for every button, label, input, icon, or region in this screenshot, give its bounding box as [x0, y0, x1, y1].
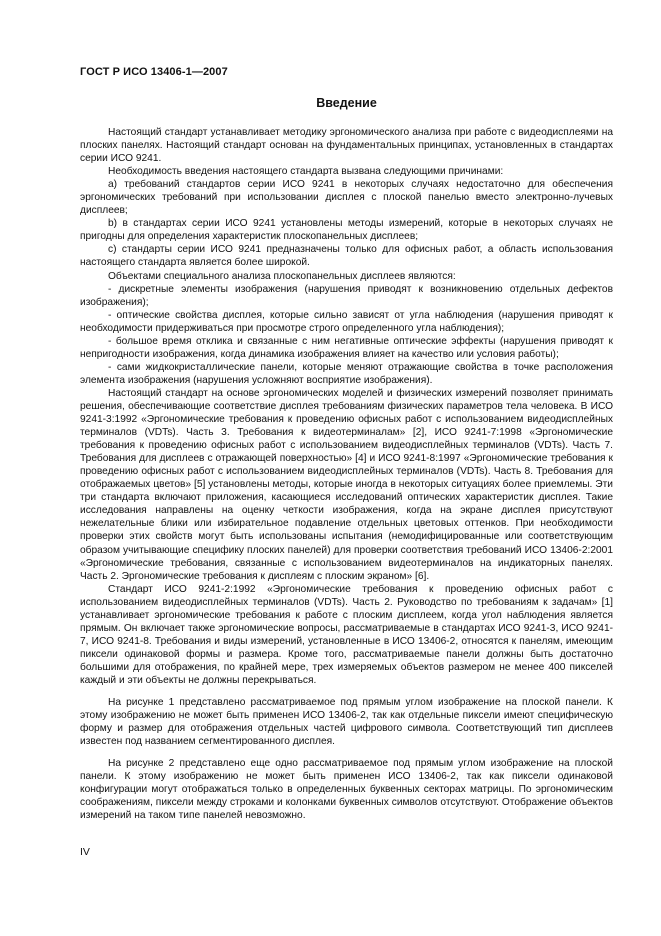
paragraph: Настоящий стандарт на основе эргономических моделей и физических измерений позволяет принимать решения, обеспечивающие соответствие дисплея требованиям физических параметров тела человека. В ИСО 9241-3:1992 «Эргономические требования к проведению офисных работ с использованием видеодисплейных терминалов (VDTs). Часть 3. Требования к видеотерминалам» [2], ИСО 9241-7:1998 «Эргономические требования к проведению офисных работ с использованием видеодисплейных терминалов (VDTs). Часть 7. Требования для дисплеев с отражающей поверхностью» [4] и ИСО 9241-8:1997 «Эргономические требования к проведению офисных работ с использованием видеодисплейных терминалов (VDTs). Часть 8. Требования для отображаемых цветов» [5] установлены методы, которые иногда в некоторых ситуациях более приемлемы. Эти три стандарта включают приложения, касающиеся исследований оптических характеристик дисплея. Такие исследования направлены на оценку четкости изображения, когда на экране дисплея присутствуют нежелательные блики или избирательное подавление отдельных цветовых оттенков. При необходимости проверки этих свойств могут быть использованы испытания (немодифицированные или соответствующим образом учитывающие специфику плоских панелей) для проверки соответствия требований ИСО 13406-2:2001 «Эргономические требования, связанные с использованием видеотерминалов на индикаторных панелях. Часть 2. Эргономические требования к дисплеям с плоским экраном» [6].	[80, 387, 613, 582]
paragraph: Объектами специального анализа плоскопанельных дисплеев являются:	[108, 270, 456, 282]
paragraph: На рисунке 2 представлено еще одно рассматриваемое под прямым углом изображение на плоской панели. К этому изображению не может быть применен ИСО 13406-2, так как пиксели одинаковой конфигурации могут отображаться только в определенных буквенных секторах матрицы. По эргономическим соображениям, пиксели между строками и колонками буквенных символов отсутствуют. Отображение объектов измерений на таком типе панелей невозможно.	[80, 758, 613, 822]
list-item: а) требований стандартов серии ИСО 9241 в некоторых случаях недостаточно для обеспечения эргономических требований при использовании дисплея с плоской панелью вместо электронно-лучевых дисплеев;	[80, 179, 613, 217]
paragraph: Настоящий стандарт устанавливает методику эргономического анализа при работе с видеодисплеями на плоских панелях. Настоящий стандарт основан на фундаментальных принципах, установленных в стандартах серии ИСО 9241.	[80, 127, 613, 165]
list-item: b) в стандартах серии ИСО 9241 установлены методы измерений, которые в некоторых случаях не пригодны для определения характеристик плоскопанельных дисплеев;	[80, 218, 613, 243]
page-number: IV	[80, 846, 90, 858]
section-title: Введение	[316, 96, 377, 110]
paragraph: Необходимость введения настоящего стандарта вызвана следующими причинами:	[108, 166, 504, 178]
body-text	[80, 126, 613, 822]
list-item: - дискретные элементы изображения (нарушения приводят к возникновению отдельных дефектов изображения);	[80, 283, 613, 308]
list-item: - большое время отклика и связанные с ним негативные оптические эффекты (нарушения приводят к непригодности изображения, когда динамика изображения влияет на качество или условия работы);	[80, 335, 613, 360]
paragraph: На рисунке 1 представлено рассматриваемое под прямым углом изображение на плоской панели. К этому изображению не может быть применен ИСО 13406-2, так как отдельные пиксели имеют специфическую форму и размер для отображения отдельных частей цифрового символа. Соответствующий тип дисплеев известен под названием сегментированного дисплея.	[80, 697, 613, 748]
list-item: - сами жидкокристаллические панели, которые меняют отражающие свойства в точке расположения элемента изображения (нарушения усложняют восприятие изображения).	[80, 361, 613, 386]
list-item: - оптические свойства дисплея, которые сильно зависят от угла наблюдения (нарушения приводят к необходимости придерживаться при просмотре строго определенного угла наблюдения);	[80, 309, 613, 334]
paragraph: Стандарт ИСО 9241-2:1992 «Эргономические требования к проведению офисных работ с использованием видеодисплейных терминалов (VDTs). Часть 2. Руководство по требованиям к задачам» [1] устанавливает эргономические требования к работе с плоским дисплеем, когда угол наблюдения является прямым. Он включает также эргономические вопросы, рассматриваемые в стандартах ИСО 9241-3, ИСО 9241-7, ИСО 9241-8. Требования и виды измерений, установленные в ИСО 13406-2, относятся к панелям, имеющим пиксели одинаковой формы и размера. Кроме того, рассматриваемые панели должны быть достаточно большими для отображения, по крайней мере, трех измеряемых объектов размером не менее 400 пикселей каждый и эти объекты не должны перекрываться.	[80, 583, 613, 686]
list-item: c) стандарты серии ИСО 9241 предназначены только для офисных работ, а область использования настоящего стандарта является более широкой.	[80, 244, 613, 269]
document-header: ГОСТ Р ИСО 13406-1—2007	[80, 66, 228, 78]
